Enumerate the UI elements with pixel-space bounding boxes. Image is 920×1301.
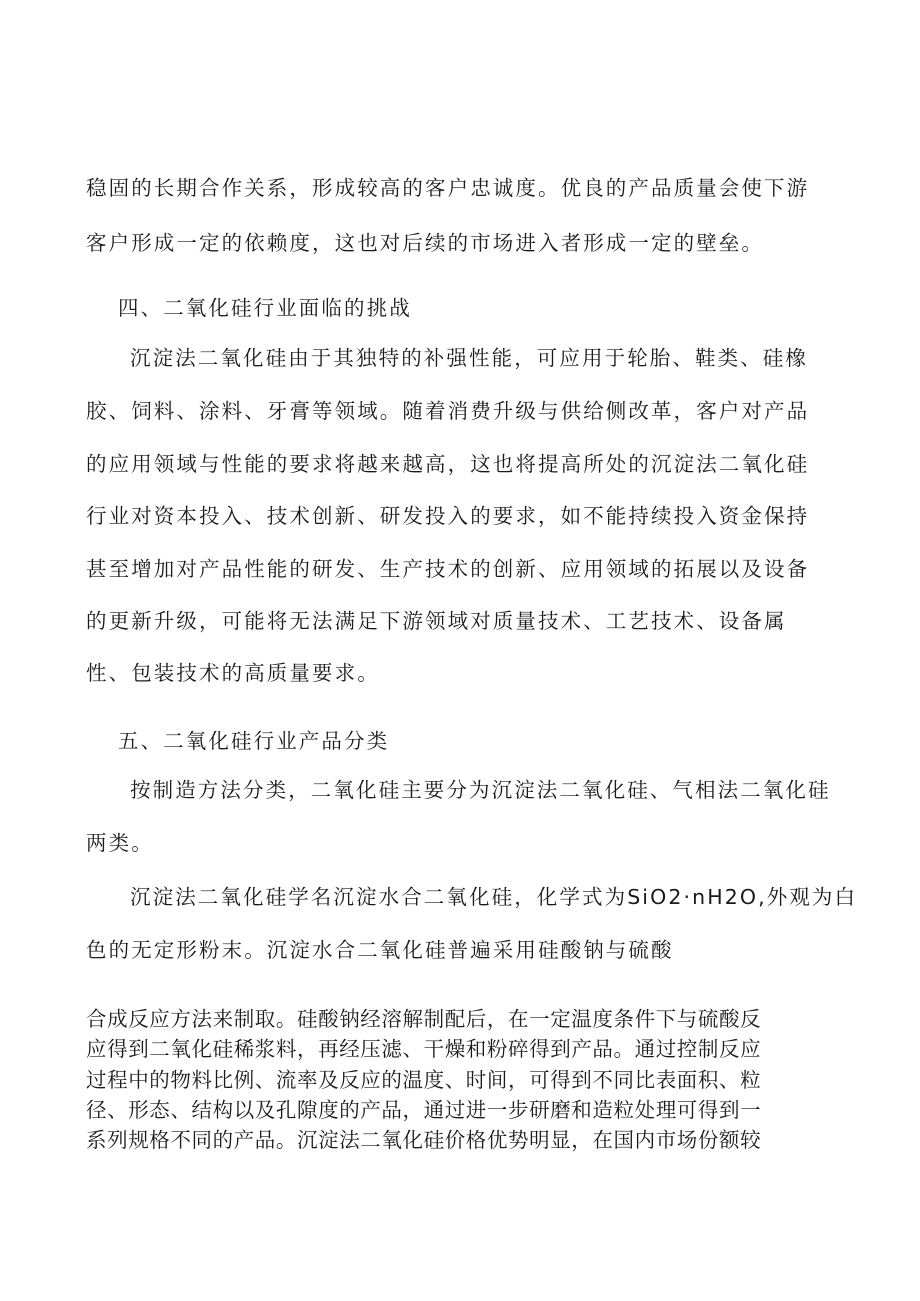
text-line: 沉淀法二氧化硅学名沉淀水合二氧化硅，化学式为SiO2·nH2O,外观为白 xyxy=(130,885,858,909)
text-line: 合成反应方法来制取。硅酸钠经溶解制配后，在一定温度条件下与硫酸反 xyxy=(86,1007,762,1031)
text-line: 色的无定形粉末。沉淀水合二氧化硅普遍采用硅酸钠与硫酸 xyxy=(86,938,674,962)
text-line: 性、包装技术的高质量要求。 xyxy=(86,661,380,685)
text-line: 的应用领域与性能的要求将越来越高，这也将提高所处的沉淀法二氧化硅 xyxy=(86,452,810,476)
section-heading: 四、二氧化硅行业面临的挑战 xyxy=(118,296,412,320)
text-line: 胶、饲料、涂料、牙膏等领域。随着消费升级与供给侧改革，客户对产品 xyxy=(86,399,810,423)
text-line: 行业对资本投入、技术创新、研发投入的要求，如不能持续投入资金保持 xyxy=(86,504,810,528)
text-line: 的更新升级，可能将无法满足下游领域对质量技术、工艺技术、设备属 xyxy=(86,609,787,633)
text-line: 系列规格不同的产品。沉淀法二氧化硅价格优势明显，在国内市场份额较 xyxy=(86,1128,762,1152)
text-line: 过程中的物料比例、流率及反应的温度、时间，可得到不同比表面积、粒 xyxy=(86,1068,762,1092)
text-line: 径、形态、结构以及孔隙度的产品，通过进一步研磨和造粒处理可得到一 xyxy=(86,1098,762,1122)
text-line: 按制造方法分类，二氧化硅主要分为沉淀法二氧化硅、气相法二氧化硅 xyxy=(130,778,831,802)
text-line: 应得到二氧化硅稀浆料，再经压滤、干燥和粉碎得到产品。通过控制反应 xyxy=(86,1037,762,1061)
text-line: 沉淀法二氧化硅由于其独特的补强性能，可应用于轮胎、鞋类、硅橡 xyxy=(130,346,808,370)
text-line: 客户形成一定的依赖度，这也对后续的市场进入者形成一定的壁垒。 xyxy=(86,231,764,255)
text-line: 甚至增加对产品性能的研发、生产技术的创新、应用领域的拓展以及设备 xyxy=(86,557,810,581)
text-line: 两类。 xyxy=(86,831,154,855)
text-line: 稳固的长期合作关系，形成较高的客户忠诚度。优良的产品质量会使下游 xyxy=(86,176,810,200)
section-heading: 五、二氧化硅行业产品分类 xyxy=(118,729,390,753)
